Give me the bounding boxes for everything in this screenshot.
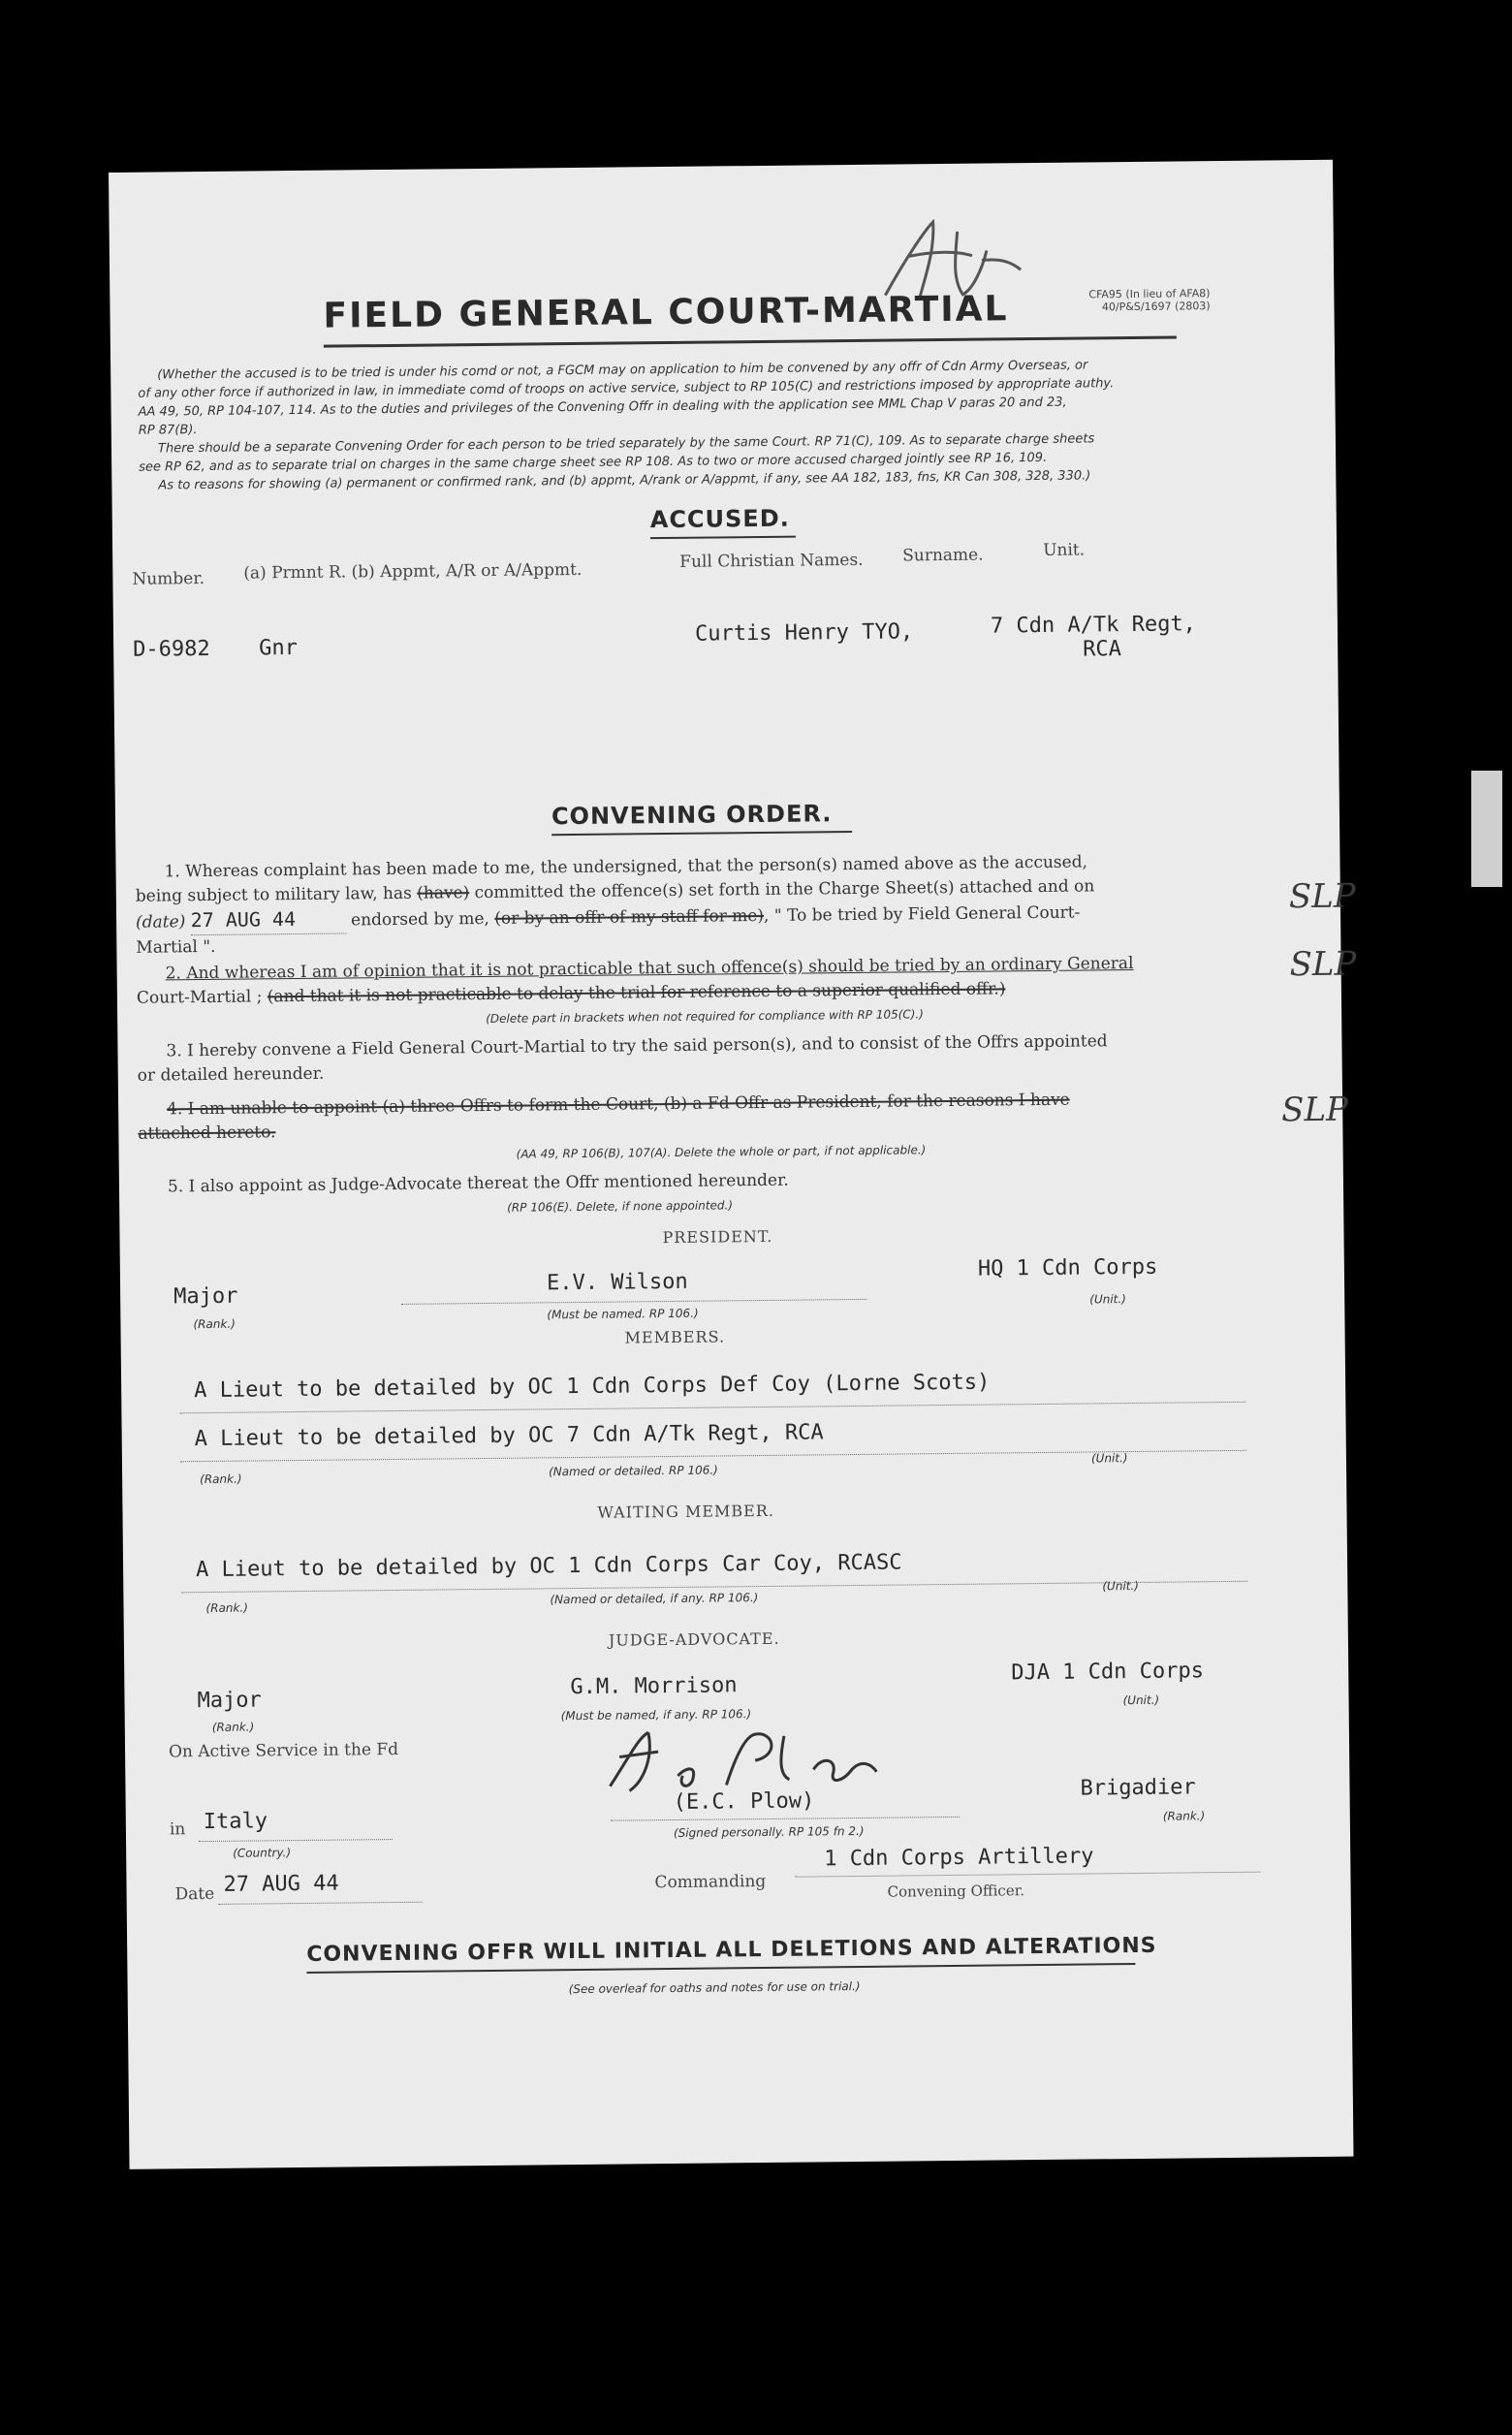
title-underline: [324, 335, 1177, 347]
country-line: [199, 1839, 393, 1842]
scanner-edge-tab: [1471, 771, 1502, 887]
members-unit-label: (Unit.): [1090, 1451, 1128, 1466]
accused-number: D-6982: [133, 636, 210, 662]
president-name-line: [401, 1299, 866, 1305]
form-instructions: (Whether the accused is to be tried is under his comd or not, a FGCM may on application to him be convened by any offr of Cdn Army Overseas, or of any other force if authorized in law, in immediate comd of troops on active service, subject to RP 105(C) and restrictions imposed by appropriate authy. AA 49, 50, RP 104-107, 114. As to the duties and privileges of the Convening Offr in dealing with the application see MML Chap V paras 20 and 23, RP 87(B). There should be a separate Convening Order for each person to be tried separately by the same Court. RP 71(C), 109. As to separate charge sheets see RP 62, and as to separate trial on charges in the same charge sheet see RP 108. As to two or more accused charged jointly see RP 16, 109. As to reasons for showing (a) permanent or confirmed rank, and (b) appmt, A/rank or A/appmt, if any, see AA 182, 183, fns, KR Can 308, 328, 330.): [138, 358, 1115, 493]
form-title: FIELD GENERAL COURT-MARTIAL: [323, 289, 1009, 336]
president-name: E.V. Wilson: [546, 1269, 688, 1296]
signed-label: (Signed personally. RP 105 fn 2.): [673, 1823, 865, 1840]
member-2: A Lieut to be detailed by OC 7 Cdn A/Tk Regt, RCA: [194, 1420, 824, 1452]
form-reference: CFA95 (In lieu of AFA8) 40/P&S/1697 (2803): [1088, 287, 1211, 314]
country-label: (Country.): [233, 1846, 292, 1860]
convening-heading-underline: [551, 831, 852, 836]
form-sheet: [109, 160, 1357, 2169]
judge-rank-label: (Rank.): [211, 1720, 255, 1734]
accused-name: Curtis Henry TYO,: [694, 619, 914, 647]
col-number: Number.: [132, 568, 205, 589]
date-line: [219, 1902, 423, 1905]
waiting-member: A Lieut to be detailed by OC 1 Cdn Corps Car Coy, RCASC: [195, 1550, 902, 1583]
charge-date: 27 AUG 44: [190, 907, 297, 933]
members-name-label: (Named or detailed. RP 106.): [548, 1463, 718, 1479]
paragraph-4-struck: 4. I am unable to appoint (a) three Offrs to form the Court, (b) a Fd Offr as President, for the reasons I have attached hereto. (AA 49, RP 106(B), 107(A). Delete the whole or part, if not applicable.): [138, 1090, 1070, 1161]
judge-name-label: (Must be named, if any. RP 106.): [560, 1707, 752, 1723]
col-rank: (a) Prmnt R. (b) Appmt, A/R or A/Appmt.: [243, 559, 583, 584]
accused-unit-line2: RCA: [1083, 637, 1122, 662]
margin-initials-1: SLP: [1288, 876, 1356, 917]
accused-heading-underline: [650, 536, 796, 540]
accused-rank: Gnr: [259, 635, 299, 661]
judge-unit: DJA 1 Cdn Corps: [1011, 1659, 1205, 1686]
country: Italy: [203, 1809, 268, 1835]
margin-initials-3: SLP: [1280, 1090, 1349, 1130]
president-rank-label: (Rank.): [193, 1316, 236, 1332]
member-1: A Lieut to be detailed by OC 1 Cdn Corps Def Coy (Lorne Scots): [194, 1370, 991, 1404]
in-label: in: [169, 1819, 186, 1840]
paragraph-5: 5. I also appoint as Judge-Advocate thereat the Offr mentioned hereunder. (RP 106(E). Delete, if none appointed.): [167, 1170, 789, 1215]
col-names: Full Christian Names.: [679, 550, 864, 572]
president-rank: Major: [173, 1283, 238, 1310]
waiting-unit-label: (Unit.): [1102, 1578, 1140, 1594]
commanding-label: Commanding: [654, 1871, 767, 1893]
president-unit-label: (Unit.): [1089, 1292, 1126, 1307]
members-rank-label: (Rank.): [200, 1471, 242, 1487]
initial-notice: CONVENING OFFR WILL INITIAL ALL DELETIONS AND ALTERATIONS: [306, 1933, 1157, 1967]
accused-unit-line1: 7 Cdn A/Tk Regt,: [990, 612, 1196, 639]
judge-name: G.M. Morrison: [570, 1673, 738, 1700]
paragraph-3: 3. I hereby convene a Field General Court-Martial to try the said person(s), and to consist of the Offrs appointed or detailed hereunder.: [137, 1031, 1108, 1086]
member-1-line: [179, 1402, 1245, 1414]
accused-heading: ACCUSED.: [649, 504, 790, 534]
signer-name: (E.C. Plow): [673, 1788, 815, 1815]
convening-heading: CONVENING ORDER.: [551, 800, 833, 831]
overleaf-note: (See overleaf for oaths and notes for use on trial.): [568, 1978, 861, 1997]
president-name-label: (Must be named. RP 106.): [547, 1306, 699, 1322]
active-service-label: On Active Service in the Fd: [168, 1739, 399, 1762]
signer-rank: Brigadier: [1080, 1775, 1196, 1801]
waiting-name-label: (Named or detailed, if any. RP 106.): [550, 1591, 759, 1607]
command-line: [795, 1872, 1260, 1878]
paragraph-2: 2. And whereas I am of opinion that it is not practicable that such offence(s) should be tried by an ordinary General Court-Martial ; (and that it is not practicable to delay the trial for reference to a superior qualified offr.) (Delete part in brackets when not required for compliance with RP 105(C).): [136, 953, 1134, 1026]
col-surname: Surname.: [902, 545, 984, 566]
judge-rank: Major: [197, 1688, 262, 1714]
signer-rank-label: (Rank.): [1162, 1809, 1206, 1823]
waiting-rank-label: (Rank.): [205, 1600, 249, 1616]
signature-date: 27 AUG 44: [223, 1871, 339, 1897]
president-unit: HQ 1 Cdn Corps: [977, 1254, 1158, 1281]
members-heading: MEMBERS.: [624, 1327, 726, 1347]
signer-line: [611, 1817, 960, 1821]
margin-initials-2: SLP: [1289, 944, 1357, 985]
command-unit: 1 Cdn Corps Artillery: [824, 1844, 1094, 1872]
date-label: Date: [174, 1883, 215, 1905]
paragraph-1: 1. Whereas complaint has been made to me, the undersigned, that the person(s) named above as the accused, being subject to military law, has (have) committed the offence(s) set forth in the Charge Sheet(s) attached and on (date) 27 AUG 44 endorsed by me, (or by an offr of my staff for me), " To be tried by Field General Court- Martial ".: [135, 852, 1095, 958]
col-unit: Unit.: [1043, 540, 1086, 560]
waiting-heading: WAITING MEMBER.: [597, 1501, 774, 1522]
member-2-line: [180, 1450, 1246, 1466]
judge-unit-label: (Unit.): [1122, 1692, 1160, 1708]
judge-heading: JUDGE-ADVOCATE.: [608, 1629, 780, 1650]
convening-officer-label: Convening Officer.: [887, 1882, 1025, 1901]
president-heading: PRESIDENT.: [662, 1226, 773, 1248]
